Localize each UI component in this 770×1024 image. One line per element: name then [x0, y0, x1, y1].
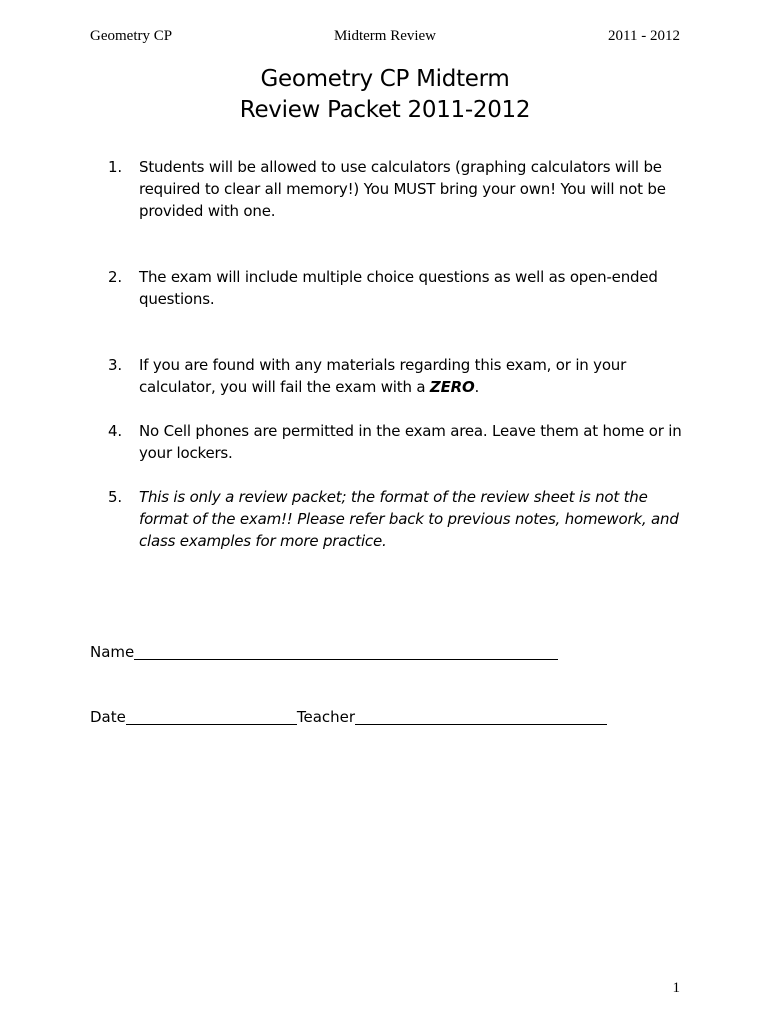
rule-text: This is only a review packet; the format of the review sheet is not the format of the exam!! Please refer back to previous notes, homework, and class examples for more practice.: [139, 488, 679, 550]
rule-text: The exam will include multiple choice questions as well as open-ended questions.: [139, 268, 658, 308]
rule-item: [108, 486, 688, 552]
rule-number: 3.: [108, 356, 122, 374]
date-label: Date: [90, 708, 126, 726]
teacher-label: Teacher: [296, 708, 356, 726]
rule-number: 1.: [108, 158, 122, 176]
page-header: [90, 28, 680, 50]
name-label: Name: [90, 643, 135, 661]
rule-item: [108, 420, 688, 464]
rule-item: [108, 354, 688, 398]
title-line-2: Review Packet 2011-2012: [239, 97, 531, 123]
rule-text: Students will be allowed to use calculators (graphing calculators will be required to clear all memory!) You MUST bring your own! You will not be provided with one.: [139, 158, 666, 220]
page-number: 1: [672, 980, 680, 996]
header-school-year: 2011 - 2012: [608, 28, 680, 44]
date-blank-line[interactable]: [126, 708, 297, 725]
zero-emphasis: ZERO: [429, 378, 475, 396]
rule-item: [108, 266, 688, 310]
date-teacher-field: [90, 706, 607, 728]
rule-text: No Cell phones are permitted in the exam area. Leave them at home or in your lockers.: [139, 422, 682, 462]
rule-text-end: .: [474, 378, 480, 396]
rule-number: 2.: [108, 268, 122, 286]
header-course: Geometry CP: [90, 28, 173, 44]
title-line-1: Geometry CP Midterm: [260, 66, 510, 92]
exam-rules-list: [108, 156, 688, 552]
rule-text: If you are found with any materials regarding this exam, or in your calculator, you will fail the exam with a: [139, 356, 627, 396]
document-title: [0, 64, 770, 126]
rule-number: 5.: [108, 488, 122, 506]
header-document-type: Midterm Review: [333, 28, 437, 44]
teacher-blank-line[interactable]: [355, 708, 607, 725]
rule-number: 4.: [108, 422, 122, 440]
name-field: [90, 641, 558, 663]
name-blank-line[interactable]: [134, 643, 558, 660]
rule-item: [108, 156, 688, 222]
